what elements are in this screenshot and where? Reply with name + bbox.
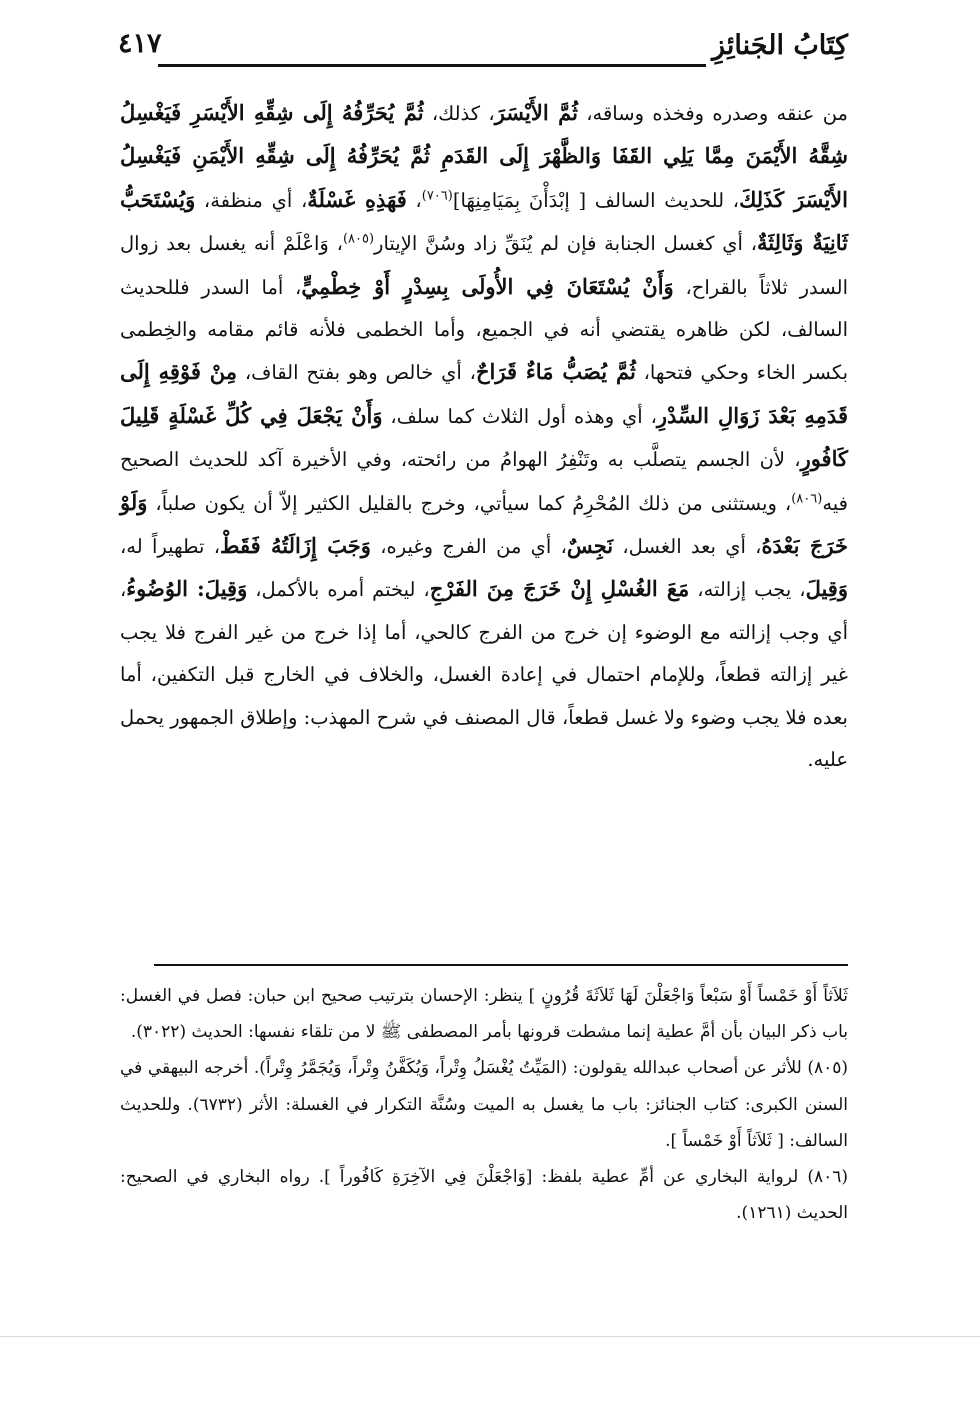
text-segment: ، أي وجب إزالته مع الوضوء إن خرج من الفرج كالحي، أما إذا خرج من غير الفرج فلا يجب غير إزالته قطعاً، وللإمام احتمال في إعادة الغسل، والخلاف في الخارج قبل التكفين، أما بعده فلا يجب وضوء ولا غسل قطعاً، قال المصنف في شرح المهذب: وإطلاق الجمهور يحمل عليه. <box>120 578 848 772</box>
text-segment: ، أي بعد الغسل، <box>613 535 762 559</box>
text-segment: ، <box>406 188 422 212</box>
matn-segment: وَيُسْتَحَبُّ ثَانِيَةٌ وَثَالِثَةٌ <box>120 186 849 256</box>
matn-segment: وَقِيلَ: الوُضُوءُ <box>126 576 248 602</box>
footnote-continued: ثَلاَثاً أَوْ خَمْساً أَوْ سَبْعاً وَاجْعَلْنَ لَهَا ثَلاَثَةَ قُرُونٍ ] ينظر: الإحسان بترتيب صحيح ابن حبان: فصل في الغسل: باب ذكر البيان بأن أمَّ عطية إنما مشطت قرونها بأمر المصطفى ﷺ لا من تلقاء نفسها: الحديث (٣٠٢٢). <box>120 986 848 1043</box>
text-segment: ، تطهيراً له، <box>120 535 221 559</box>
text-segment: ، أي وهذه أول الثلاث كما سلف، <box>382 404 657 428</box>
footnote-ref: (٨٠٦) <box>791 491 823 507</box>
matn-segment: مِنْ فَوْقِهِ إِلَى قَدَمِهِ بَعْدَ زَوَالِ السِّدْرِ <box>120 359 848 428</box>
text-segment: ، لأن الجسم يتصلَّب به وتَنْفِرُ الهوامُ من رائحته، وفي الأخيرة آكد للحديث الصحيح فيه <box>120 448 848 515</box>
main-text <box>120 92 848 782</box>
footnote-ref: (٨٠٥) <box>342 231 375 247</box>
text-segment: ، للحديث السالف [ إبْدَأْنَ بِمَيَامِنِهَا] <box>452 188 740 212</box>
footnote-separator <box>154 964 848 966</box>
text-segment: ، ليختم أمره بالأكمل، <box>247 578 430 602</box>
matn-segment: وَقِيلَ <box>805 576 848 602</box>
page-number: ٤١٧ <box>118 28 162 59</box>
matn-segment: نَجِسٌ <box>566 533 614 559</box>
text-segment: ، أي كغسل الجنابة فإن لم يُنَقِّ زاد وسُنَّ الإيتار <box>374 232 758 256</box>
footnotes <box>120 978 848 1231</box>
matn-segment: وَأَنْ يُسْتَعَانَ فِي الأُولَى بِسِدْرٍ أَوْ خِطْمِيٍّ <box>301 273 674 299</box>
matn-segment: مَعَ الغُسْلِ إِنْ خَرَجَ مِنَ الفَرْجِ <box>429 576 690 602</box>
header-rule <box>158 64 706 67</box>
matn-segment: ثُمَّ يُحَرِّفُهُ إِلَى شِقِّهِ الأَيْسَرِ فَيَغْسِلُ شِقَّهُ الأَيْمَنَ مِمَّا يَلِي القَفَا وَالظَّهْرَ إِلَى القَدَمِ ثُمَّ يُحَرِّفُهُ إِلَى شِقِّهِ الأَيْمَنِ فَيَغْسِلُ الأَيْسَرَ كَذَلِكَ <box>120 100 848 212</box>
matn-segment: وَجَبَ إِزَالَتُهُ فَقَطْ <box>220 533 371 559</box>
text-segment: من عنقه وصدره وفخذه وساقه، <box>577 102 849 125</box>
main-paragraph <box>120 92 848 782</box>
matn-segment: ثُمَّ الأَيْسَرَ <box>494 100 578 125</box>
footnote-806: (٨٠٦) لرواية البخاري عن أمِّ عطية بلفظ: [وَاجْعَلْنَ فِي الآخِرَةِ كَافُوراً ]. رواه البخاري في الصحيح: الحديث (١٢٦١). <box>120 1167 848 1224</box>
text-segment: ، أي خالص وهو بفتح القاف، <box>237 361 476 385</box>
footnote-ref: (٧٠٦) <box>421 188 453 204</box>
page-header <box>118 28 848 76</box>
running-title: كِتَابُ الجَنائِزِ <box>712 30 848 61</box>
matn-segment: وَأَنْ يَجْعَلَ فِي كُلِّ غَسْلَةٍ قَلِيلَ كَافُورٍ <box>120 402 848 472</box>
text-segment: ، أما السدر فللحديث السالف، لكن ظاهره يقتضي أنه في الجميع، وأما الخطمى فلأنه قائم مقامه والخِطمى بكسر الخاء وحكي فتحها، <box>120 275 849 385</box>
text-segment: ، يجب إزالته، <box>689 578 806 602</box>
text-segment: ، أي منظفة، <box>195 188 308 212</box>
matn-segment: وَلَوْ خَرَجَ بَعْدَهُ <box>120 489 848 559</box>
footnote-805: (٨٠٥) للأثر عن أصحاب عبدالله يقولون: (المَيِّتُ يُغْسَلُ وِتْراً، وَيُكَفَّنُ وِتْراً، وَيُجَمَّرُ وِتْراً). أخرجه البيهقي في السنن الكبرى: كتاب الجنائز: باب ما يغسل به الميت وسُنَّة التكرار في الغسلة: الأثر (٦٧٣٢). وللحديث السالف: [ ثَلاَثاً أَوْ خَمْساً ]. <box>120 1058 849 1151</box>
text-segment: ، ويستثنى من ذلك المُحْرِمُ كما سيأتي، وخرج بالقليل الكثير إلاّ أن يكون صلباً، <box>147 491 792 515</box>
text-segment: ، أي من الفرج وغيره، <box>370 535 567 559</box>
text-segment: ، وَاعْلَمْ أنه يغسل بعد زوال السدر ثلاثاً بالقراح، <box>120 232 848 299</box>
matn-segment: ثُمَّ يُصَبُّ مَاءٌ قَرَاحٌ <box>475 359 636 385</box>
matn-segment: فَهَذِهِ غَسْلَةٌ <box>307 186 407 212</box>
scan-artifact-line <box>0 1336 980 1337</box>
text-segment: ، كذلك، <box>423 102 495 125</box>
